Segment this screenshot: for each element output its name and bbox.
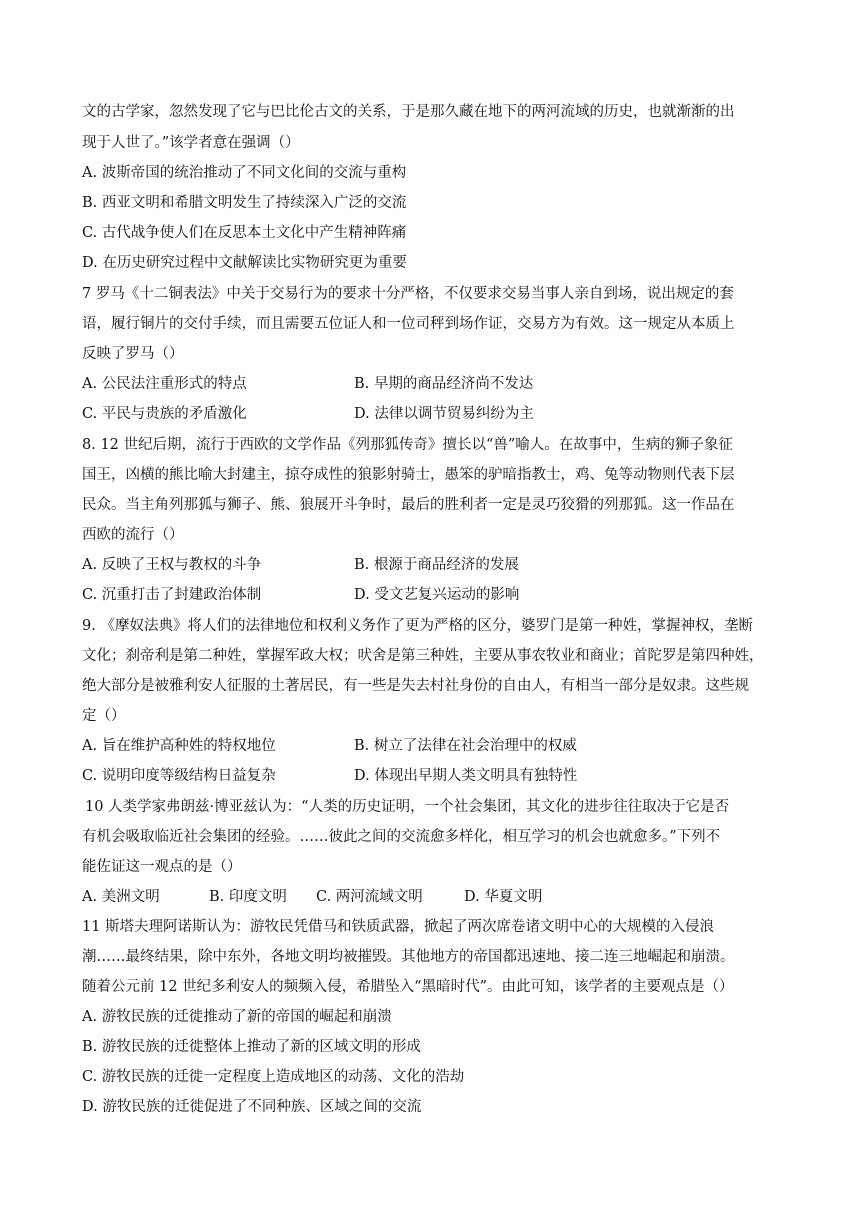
q8-stem-line-3: 民众。当主角列那狐与狮子、熊、狼展开斗争时，最后的胜利者一定是灵巧狡猾的列那狐。这一作品在 (82, 497, 735, 513)
q7-option-d: D. 法律以调节贸易纠纷为主 (354, 406, 534, 422)
q10-stem-line-2: 有机会吸取临近社会集团的经验。……彼此之间的交流愈多样化，相互学习的机会也就愈多。”下列不 (82, 829, 721, 845)
q6-stem-line-1: 文的古学家，忽然发现了它与巴比伦古文的关系，于是那久藏在地下的两河流域的历史，也就渐渐的出 (82, 104, 735, 120)
q6-stem-line-2: 现于人世了。”该学者意在强调（） (82, 135, 300, 151)
q7-option-a: A. 公民法注重形式的特点 (82, 376, 247, 392)
q8-option-c: C. 沉重打击了封建政治体制 (82, 587, 262, 603)
q11-stem-line-2: 潮……最终结果，除中东外，各地文明均被摧毁。其他地方的帝国都迅速地、接二连三地崛起和崩溃。 (82, 949, 735, 965)
q9-option-d: D. 体现出早期人类文明具有独特性 (354, 768, 578, 784)
q6-option-b: B. 西亚文明和希腊文明发生了持续深入广泛的交流 (82, 195, 407, 211)
q10-stem-line-1: 10 人类学家弗朗兹·博亚兹认为：“人类的历史证明，一个社会集团，其文化的进步往往取决于它是否 (85, 799, 730, 815)
q11-stem-line-1: 11 斯塔夫理阿诺斯认为：游牧民凭借马和铁质武器，掀起了两次席卷诸文明中心的大规模的入侵浪 (82, 919, 715, 935)
q7-stem-line-1: 7 罗马《十二铜表法》中关于交易行为的要求十分严格，不仅要求交易当事人亲自到场，说出规定的套 (82, 286, 734, 302)
q10-option-b: B. 印度文明 (209, 889, 287, 905)
q6-option-c: C. 古代战争使人们在反思本土文化中产生精神阵痛 (82, 225, 407, 241)
q9-stem-line-2: 文化；刹帝利是第二种姓，掌握军政大权；吠舍是第三种姓，主要从事农牧业和商业；首陀罗是第四种姓， (82, 648, 764, 664)
q8-option-b: B. 根源于商品经济的发展 (354, 557, 519, 573)
q6-option-a: A. 波斯帝国的统治推动了不同文化间的交流与重构 (82, 165, 407, 181)
q9-stem-line-3: 绝大部分是被雅利安人征服的土著居民，有一些是失去村社身份的自由人，有相当一部分是奴隶。这些规 (82, 678, 749, 694)
q11-option-b: B. 游牧民族的迁徙整体上推动了新的区域文明的形成 (82, 1039, 421, 1055)
q9-option-c: C. 说明印度等级结构日益复杂 (82, 768, 276, 784)
q8-stem-line-1: 8. 12 世纪后期，流行于西欧的文学作品《列那狐传奇》擅长以“兽”喻人。在故事中，生病的狮子象征 (82, 437, 733, 453)
q8-stem-line-2: 国王，凶横的熊比喻大封建主，掠夺成性的狼影射骑士，愚笨的驴暗指教士，鸡、兔等动物则代表下层 (82, 467, 735, 483)
q7-option-c: C. 平民与贵族的矛盾激化 (82, 406, 247, 422)
q8-option-a: A. 反映了王权与教权的斗争 (82, 557, 262, 573)
q11-stem-line-3: 随着公元前 12 世纪多利安人的频频入侵，希腊坠入“黑暗时代”。由此可知，该学者的主要观点是（） (82, 979, 734, 995)
q9-stem-line-1: 9. 《摩奴法典》将人们的法律地位和权利义务作了更为严格的区分，婆罗门是第一种姓，掌握神权，垄断 (82, 618, 753, 634)
q9-option-b: B. 树立了法律在社会治理中的权威 (354, 738, 577, 754)
q9-option-a: A. 旨在维护高种姓的特权地位 (82, 738, 276, 754)
q8-option-d: D. 受文艺复兴运动的影响 (354, 587, 520, 603)
q11-option-d: D. 游牧民族的迁徙促进了不同种族、区域之间的交流 (82, 1099, 422, 1115)
q7-stem-line-3: 反映了罗马（） (82, 346, 184, 362)
q10-option-a: A. 美洲文明 (82, 889, 160, 905)
q6-option-d: D. 在历史研究过程中文献解读比实物研究更为重要 (82, 255, 407, 271)
q7-stem-line-2: 语，履行铜片的交付手续，而且需要五位证人和一位司秤到场作证，交易方为有效。这一规定从本质上 (82, 316, 735, 332)
q10-option-d: D. 华夏文明 (464, 889, 543, 905)
q11-option-c: C. 游牧民族的迁徙一定程度上造成地区的动荡、文化的浩劫 (82, 1069, 465, 1085)
q8-stem-line-4: 西欧的流行（） (82, 527, 184, 543)
q9-stem-line-4: 定（） (82, 708, 126, 724)
q10-option-c: C. 两河流域文明 (316, 889, 423, 905)
q11-option-a: A. 游牧民族的迁徙推动了新的帝国的崛起和崩溃 (82, 1009, 392, 1025)
q10-stem-line-3: 能佐证这一观点的是（） (82, 859, 242, 875)
q7-option-b: B. 早期的商品经济尚不发达 (354, 376, 534, 392)
